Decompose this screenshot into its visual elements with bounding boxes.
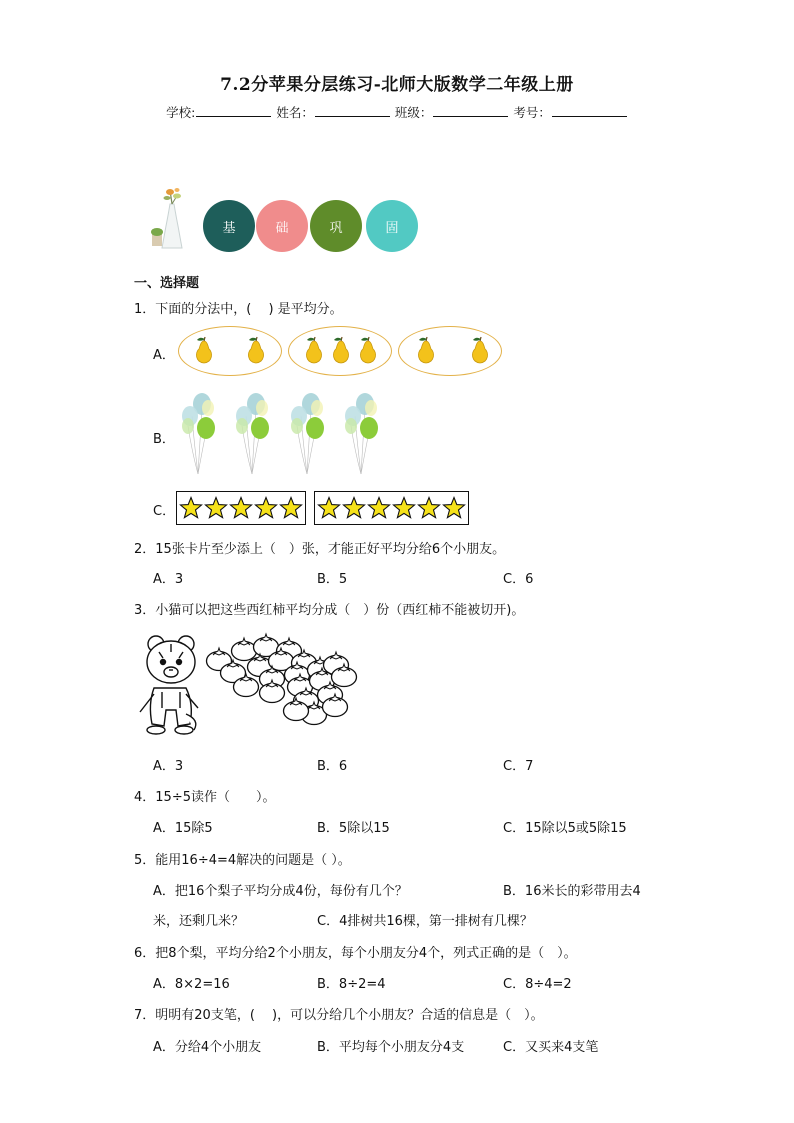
name-label: 姓名： [276, 105, 314, 120]
q1-option-b-label[interactable]: B． [153, 432, 175, 447]
star-icon [367, 496, 391, 520]
tomato-icon [321, 692, 349, 718]
q2-option-c[interactable]: C．6 [503, 572, 534, 587]
badge-ji-text: 基 [222, 220, 236, 236]
pear-icon [329, 336, 353, 366]
star-icon [179, 496, 203, 520]
star-icon [229, 496, 253, 520]
q4-option-a[interactable]: A．15除5 [153, 821, 213, 836]
id-label: 考号： [513, 105, 551, 120]
student-info-line [0, 103, 794, 121]
badge-gu [366, 200, 418, 252]
class-label: 班级： [394, 105, 433, 120]
plant-vase-icon [148, 186, 196, 252]
q6-option-a[interactable]: A．8×2=16 [153, 977, 230, 992]
pear-icon [244, 336, 268, 366]
tomato-icon [232, 672, 260, 698]
q3-option-c[interactable]: C．7 [503, 759, 534, 774]
question-3-stem: 3．小猫可以把这些西红柿平均分成（ ）份（西红柿不能被切开)。 [134, 603, 525, 618]
name-blank [315, 105, 390, 117]
pear-icon [414, 336, 438, 366]
star-group-1 [176, 491, 306, 525]
balloon-icon [341, 392, 381, 476]
q2-option-b[interactable]: B．5 [317, 572, 348, 587]
star-icon [442, 496, 466, 520]
q4-option-c[interactable]: C．15除以5或5除15 [503, 821, 627, 836]
school-blank [196, 105, 271, 117]
school-label: 学校: [166, 105, 196, 120]
q3-option-b[interactable]: B．6 [317, 759, 348, 774]
badge-gong [310, 200, 362, 252]
badge-chu [256, 200, 308, 252]
pear-icon [468, 336, 492, 366]
pear-icon [192, 336, 216, 366]
q5-option-c[interactable]: C．4排树共16棵，第一排树有几棵？ [317, 914, 533, 929]
page-title: 7.2分苹果分层练习-北师大版数学二年级上册 [220, 75, 574, 95]
q7-option-b[interactable]: B．平均每个小朋友分4支 [317, 1040, 465, 1055]
q5-option-b-cont: 米，还剩几米？ [153, 914, 245, 929]
balloon-icon [287, 392, 327, 476]
star-icon [254, 496, 278, 520]
tomato-icon [282, 696, 310, 722]
question-7-stem: 7．明明有20支笔，( )，可以分给几个小朋友？合适的信息是（ ）。 [134, 1008, 544, 1023]
question-6-stem: 6．把8个梨，平均分给2个小朋友，每个小朋友分4个，列式正确的是（ ）。 [134, 946, 577, 961]
question-1-stem: 1．下面的分法中，( ) 是平均分。 [134, 302, 343, 317]
class-blank [433, 105, 508, 117]
question-5-stem: 5．能用16÷4=4解决的问题是（ ）。 [134, 853, 351, 868]
q1-option-c-label[interactable]: C． [153, 504, 176, 519]
question-4-stem: 4．15÷5读作（ ）。 [134, 790, 276, 805]
star-icon [342, 496, 366, 520]
star-icon [392, 496, 416, 520]
q6-option-b[interactable]: B．8÷2=4 [317, 977, 386, 992]
q1-option-a-label[interactable]: A． [153, 348, 175, 363]
q5-option-a[interactable]: A．把16个梨子平均分成4份，每份有几个？ [153, 884, 408, 899]
q7-option-c[interactable]: C．又买来4支笔 [503, 1040, 599, 1055]
badge-chu-text: 础 [275, 220, 289, 236]
star-icon [317, 496, 341, 520]
q3-option-a[interactable]: A．3 [153, 759, 184, 774]
star-icon [279, 496, 303, 520]
badge-ji [203, 200, 255, 252]
q5-option-b[interactable]: B．16米长的彩带用去4 [503, 884, 641, 899]
q6-option-c[interactable]: C．8÷4=2 [503, 977, 572, 992]
pear-icon [356, 336, 380, 366]
id-blank [552, 105, 627, 117]
pear-icon [302, 336, 326, 366]
q2-option-a[interactable]: A．3 [153, 572, 184, 587]
star-group-2 [314, 491, 469, 525]
tiger-icon [134, 632, 204, 736]
star-icon [204, 496, 228, 520]
section-heading: 一、选择题 [134, 276, 200, 291]
balloon-icon [232, 392, 272, 476]
q4-option-b[interactable]: B．5除以15 [317, 821, 390, 836]
badge-gu-text: 固 [385, 220, 399, 236]
badge-gong-text: 巩 [329, 220, 343, 236]
question-2-stem: 2．15张卡片至少添上（ ）张，才能正好平均分给6个小朋友。 [134, 542, 506, 557]
star-icon [417, 496, 441, 520]
balloon-icon [178, 392, 218, 476]
q7-option-a[interactable]: A．分给4个小朋友 [153, 1040, 262, 1055]
